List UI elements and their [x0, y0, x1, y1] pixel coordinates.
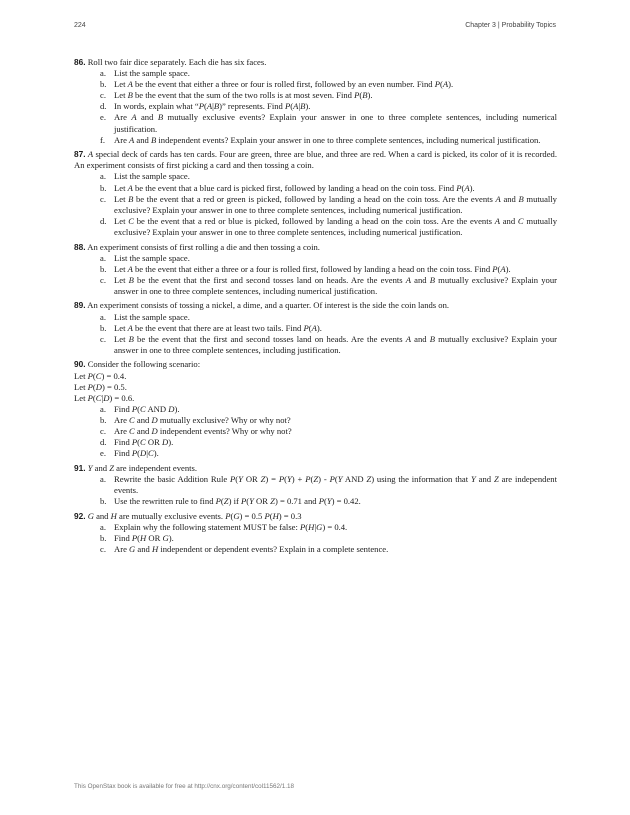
sub-question — [74, 112, 557, 134]
sub-question-text: List the sample space. — [114, 68, 190, 79]
sub-question — [74, 474, 557, 496]
sub-question — [74, 194, 557, 216]
sub-question-label: c. — [100, 274, 106, 285]
exercise-prompt — [74, 149, 557, 171]
exercise-number: 90. — [74, 359, 86, 370]
sub-question-label: b. — [100, 414, 107, 425]
sub-question — [74, 135, 557, 146]
sub-question — [74, 323, 557, 334]
sub-question — [74, 533, 557, 544]
exercise-prompt — [74, 463, 557, 474]
sub-question-text: Find P(D|C). — [114, 448, 159, 459]
sub-question-label: b. — [100, 532, 107, 543]
sub-question-label: a. — [100, 68, 106, 79]
exercise-number: 88. — [74, 241, 86, 252]
exercise-number: 91. — [74, 462, 86, 473]
sub-question-label: c. — [100, 426, 106, 436]
exercise-86 — [74, 57, 557, 146]
sub-question-label: e. — [100, 448, 106, 459]
prompt-text: Y and Z are independent events. — [87, 462, 198, 473]
sub-question-label: c. — [100, 543, 106, 554]
sub-question-text: In words, explain what “P(A|B)” represents. Find P(A|B). — [114, 101, 311, 112]
sub-question-text: Let A be the event that there are at least two tails. Find P(A). — [114, 322, 322, 333]
sub-question — [74, 404, 557, 415]
sub-question-label: a. — [100, 521, 106, 532]
exercise-90 — [74, 359, 557, 459]
sub-question-text: Use the rewritten rule to find P(Z) if P(Y OR Z) = 0.71 and P(Y) = 0.42. — [114, 496, 361, 507]
exercise-prompt — [74, 359, 557, 370]
sub-question — [74, 216, 557, 238]
sub-question-text: Find P(C OR D). — [114, 437, 174, 448]
sub-question-label: a. — [100, 252, 106, 263]
sub-question-text: Find P(H OR G). — [114, 532, 174, 543]
exercise-88 — [74, 242, 557, 297]
sub-question-label: e. — [100, 112, 106, 123]
footer-note: This OpenStax book is available for free at http://cnx.org/content/col11562/1.18 — [74, 783, 295, 790]
sub-question-label: d. — [100, 437, 107, 448]
given-line: Let P(D) = 0.5. — [74, 381, 127, 392]
sub-question-text: Rewrite the basic Addition Rule P(Y OR Z) = P(Y) + P(Z) - P(Y AND Z) using the information that Y and Z are independent events. — [114, 473, 557, 495]
sub-question-label: b. — [100, 263, 107, 274]
sub-question — [74, 171, 557, 182]
sub-question-label: a. — [100, 403, 106, 414]
sub-question — [74, 264, 557, 275]
sub-question-list — [74, 312, 557, 356]
sub-question-label: d. — [100, 101, 107, 112]
exercise-87 — [74, 149, 557, 238]
sub-question-text: Find P(C AND D). — [114, 403, 180, 414]
sub-question-list — [74, 68, 557, 146]
given-line: Let P(C) = 0.4. — [74, 370, 127, 381]
exercise-91 — [74, 463, 557, 507]
prompt-text: An experiment consists of first rolling a die and then tossing a coin. — [87, 241, 320, 252]
sub-question — [74, 426, 557, 437]
sub-question — [74, 544, 557, 555]
sub-question-label: a. — [100, 473, 106, 484]
exercise-prompt — [74, 511, 557, 522]
sub-question — [74, 312, 557, 323]
sub-question — [74, 68, 557, 79]
sub-question-label: c. — [100, 193, 106, 204]
sub-question-list — [74, 522, 557, 555]
sub-question-list — [74, 474, 557, 507]
given-line: Let P(C|D) = 0.6. — [74, 392, 135, 403]
sub-question-text: Are G and H independent or dependent events? Explain in a complete sentence. — [114, 543, 389, 554]
sub-question-text: Let A be the event that either a three or four is rolled first, followed by an even number. Find P(A). — [114, 79, 454, 90]
sub-question — [74, 90, 557, 101]
sub-question — [74, 79, 557, 90]
sub-question — [74, 496, 557, 507]
prompt-text: A special deck of cards has ten cards. Four are green, three are blue, and three are red. When a card is picked, its color of it is recorded. An experiment consists of first picking a card and then tossing a coin. — [74, 149, 557, 171]
exercise-content — [74, 57, 557, 559]
sub-question-text: List the sample space. — [114, 252, 190, 263]
sub-question-label: b. — [100, 182, 107, 193]
sub-question — [74, 522, 557, 533]
sub-question-text: Are C and D independent events? Why or why not? — [114, 426, 292, 436]
sub-question-label: c. — [100, 333, 106, 344]
sub-question-label: c. — [100, 90, 106, 101]
chapter-title: Chapter 3 | Probability Topics — [465, 22, 556, 29]
prompt-text: G and H are mutually exclusive events. P(G) = 0.5 P(H) = 0.3 — [87, 510, 302, 521]
sub-question — [74, 183, 557, 194]
sub-question-text: Let B be the event that the first and second tosses land on heads. Are the events A and B mutually exclusive? Explain your answer in one to three complete sentences, including numerical justification. — [114, 274, 557, 296]
sub-question-text: Are A and B independent events? Explain your answer in one to three complete sentences, including numerical justification. — [114, 134, 541, 145]
sub-question-label: b. — [100, 79, 107, 90]
sub-question-text: List the sample space. — [114, 171, 190, 182]
sub-question — [74, 101, 557, 112]
sub-question-text: Explain why the following statement MUST be false: P(H|G) = 0.4. — [114, 521, 348, 532]
sub-question-text: Let A be the event that either a three or a four is rolled first, followed by landing a head on the coin toss. Find P(A). — [114, 263, 511, 274]
exercise-prompt — [74, 242, 557, 253]
sub-question-label: a. — [100, 171, 106, 182]
sub-question-label: f. — [100, 134, 106, 145]
sub-question-text: List the sample space. — [114, 311, 190, 322]
sub-question — [74, 334, 557, 356]
sub-question-text: Let B be the event that the first and second tosses land on heads. Are the events A and B mutually exclusive? Explain your answer in one to three complete sentences, including justification. — [114, 333, 557, 355]
exercise-number: 89. — [74, 300, 86, 311]
prompt-text: Consider the following scenario: — [87, 359, 201, 370]
sub-question-text: Are A and B mutually exclusive events? Explain your answer in one to three complete sentences, including numerical justification. — [114, 112, 557, 134]
sub-question-list — [74, 171, 557, 238]
sub-question-text: Let B be the event that a red or green is picked, followed by landing a head on the coin toss. Are the events A and B mutually exclusive? Explain your answer in one to three complete sentences, including numerical justification. — [114, 193, 557, 215]
sub-question — [74, 253, 557, 264]
exercise-number: 92. — [74, 510, 86, 521]
sub-question-label: b. — [100, 322, 107, 333]
sub-question-text: Are C and D mutually exclusive? Why or why not? — [114, 414, 291, 425]
sub-question — [74, 448, 557, 459]
page-number: 224 — [74, 22, 86, 29]
sub-question-label: d. — [100, 215, 107, 226]
sub-question-list — [74, 404, 557, 459]
sub-question-label: b. — [100, 496, 107, 507]
sub-question-text: Let A be the event that a blue card is picked first, followed by landing a head on the coin toss. Find P(A). — [114, 182, 475, 193]
sub-question-list — [74, 253, 557, 297]
sub-question-text: Let C be the event that a red or blue is picked, followed by landing a head on the coin toss. Are the events A and C mutually exclusive? Explain your answer in one to three complete sentences, including numerical justification. — [114, 215, 557, 237]
sub-question-label: a. — [100, 311, 106, 322]
exercise-prompt — [74, 57, 557, 68]
prompt-text: An experiment consists of tossing a nickel, a dime, and a quarter. Of interest is the side the coin lands on. — [87, 300, 450, 311]
exercise-89 — [74, 300, 557, 355]
sub-question — [74, 275, 557, 297]
given-values — [74, 371, 557, 404]
exercise-prompt — [74, 300, 557, 311]
sub-question — [74, 415, 557, 426]
sub-question — [74, 437, 557, 448]
prompt-text: Roll two fair dice separately. Each die has six faces. — [87, 57, 267, 67]
exercise-number: 87. — [74, 149, 86, 160]
sub-question-text: Let B be the event that the sum of the two rolls is at most seven. Find P(B). — [114, 90, 373, 101]
exercise-number: 86. — [74, 57, 86, 67]
exercise-92 — [74, 511, 557, 555]
